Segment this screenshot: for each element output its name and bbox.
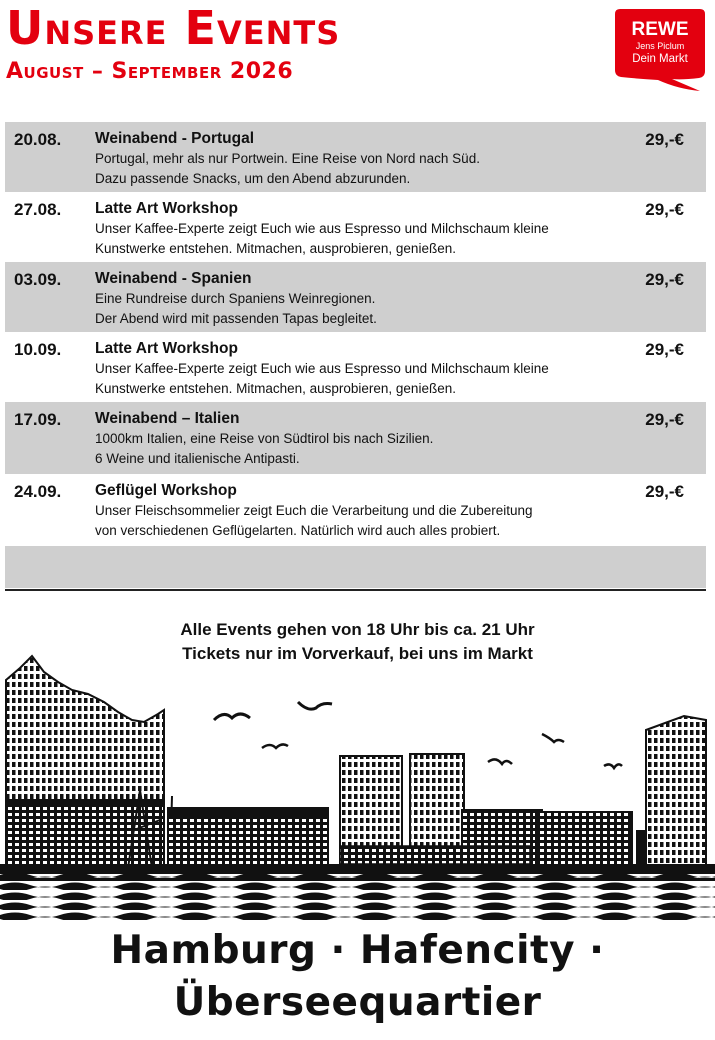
- event-date: 10.09.: [14, 340, 62, 359]
- event-row: [5, 192, 706, 262]
- event-description: [95, 429, 625, 468]
- event-price: 29,-€: [645, 410, 684, 429]
- event-description-line: 6 Weine und italienische Antipasti.: [95, 450, 300, 466]
- event-price: 29,-€: [645, 130, 684, 149]
- event-title: Weinabend - Spanien: [95, 270, 252, 287]
- event-description-line: Unser Kaffee-Experte zeigt Euch wie aus Espresso und Milchschaum kleine: [95, 361, 549, 376]
- event-date: 03.09.: [14, 270, 62, 289]
- event-row: [5, 474, 706, 546]
- event-price: 29,-€: [645, 482, 684, 501]
- event-description: [95, 289, 625, 328]
- event-description-line: Unser Kaffee-Experte zeigt Euch wie aus Espresso und Milchschaum kleine: [95, 221, 549, 236]
- rewe-logo: [612, 5, 708, 93]
- event-price: 29,-€: [645, 200, 684, 219]
- event-row: [5, 332, 706, 402]
- event-description: [95, 219, 625, 258]
- logo-owner: Jens Piclum: [635, 41, 685, 51]
- divider: [5, 589, 706, 591]
- page-title: Unsere Events: [6, 1, 341, 55]
- event-description-line: 1000km Italien, eine Reise von Südtirol bis nach Sizilien.: [95, 431, 434, 446]
- page-subtitle: August – September 2026: [6, 59, 294, 84]
- event-price: 29,-€: [645, 270, 684, 289]
- event-description: [95, 501, 625, 540]
- event-price: 29,-€: [645, 340, 684, 359]
- event-description-line: von verschiedenen Geflügelarten. Natürlich wird auch alles probiert.: [95, 522, 501, 538]
- rewe-logo-icon: [612, 5, 708, 93]
- event-date: 17.09.: [14, 410, 62, 429]
- event-title: Latte Art Workshop: [95, 200, 238, 217]
- skyline-caption: Hamburg · Hafencity · Überseequartier: [0, 925, 715, 1029]
- event-time-info: Alle Events gehen von 18 Uhr bis ca. 21 Uhr: [180, 620, 535, 639]
- event-description-line: Dazu passende Snacks, um den Abend abzurunden.: [95, 170, 411, 186]
- event-description-line: Eine Rundreise durch Spaniens Weinregionen.: [95, 291, 376, 306]
- empty-row: [5, 546, 706, 588]
- event-description-line: Unser Fleischsommelier zeigt Euch die Verarbeitung und die Zubereitung: [95, 503, 533, 518]
- event-row: [5, 402, 706, 474]
- event-description-line: Der Abend wird mit passenden Tapas begleitet.: [95, 310, 377, 326]
- event-list: [5, 122, 706, 588]
- event-title: Weinabend - Portugal: [95, 130, 255, 147]
- event-date: 20.08.: [14, 130, 62, 149]
- logo-tagline: Dein Markt: [632, 53, 688, 65]
- event-title: Weinabend – Italien: [95, 410, 240, 427]
- event-description: [95, 359, 625, 398]
- event-date: 24.09.: [14, 482, 62, 501]
- event-title: Latte Art Workshop: [95, 340, 238, 357]
- event-description-line: Kunstwerke entstehen. Mitmachen, ausprobieren, genießen.: [95, 380, 456, 396]
- event-description-line: Kunstwerke entstehen. Mitmachen, ausprobieren, genießen.: [95, 240, 456, 256]
- ticket-info: Tickets nur im Vorverkauf, bei uns im Markt: [182, 644, 533, 663]
- event-description-line: Portugal, mehr als nur Portwein. Eine Reise von Nord nach Süd.: [95, 151, 480, 166]
- logo-brand: REWE: [631, 19, 689, 40]
- event-row: [5, 262, 706, 332]
- page-header: [0, 0, 715, 110]
- event-date: 27.08.: [14, 200, 62, 219]
- event-title: Geflügel Workshop: [95, 482, 237, 499]
- event-row: [5, 122, 706, 192]
- event-description: [95, 149, 625, 188]
